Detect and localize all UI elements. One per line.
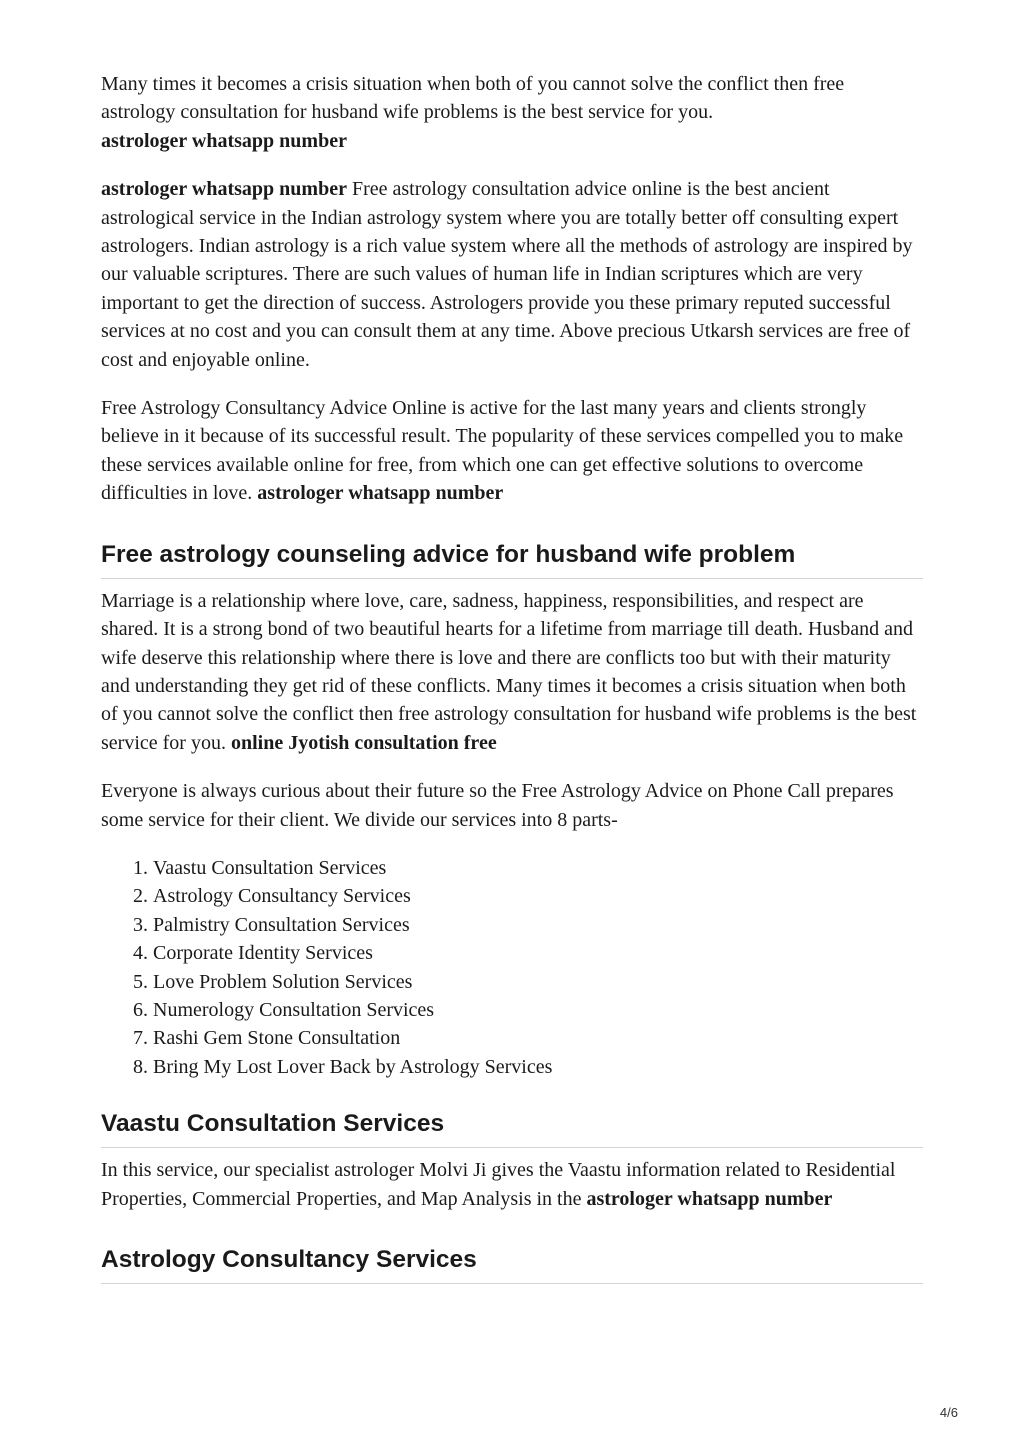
consultancy-bold: astrologer whatsapp number — [257, 482, 504, 505]
intro-paragraph — [101, 70, 923, 155]
consultation-paragraph — [101, 175, 923, 374]
services-intro-paragraph — [101, 777, 923, 834]
consultancy-text: Free Astrology Consultancy Advice Online is active for the last many years and clients strongly believe in it because of its successful result. The popularity of these services compelled you to make these services available online for free, from which one can get effective solutions to overcome difficulties in love. — [101, 397, 904, 505]
list-item: 3. Palmistry Consultation Services — [153, 911, 923, 939]
list-item: 8. Bring My Lost Lover Back by Astrology Services — [153, 1053, 923, 1081]
section-heading-vaastu: Vaastu Consultation Services — [101, 1109, 923, 1148]
page-number: 4/6 — [939, 1405, 958, 1420]
consultation-text: Free astrology consultation advice online is the best ancient astrological service in the Indian astrology system where you are totally better off consulting expert astrologers. Indian astrology is a rich value system where all the methods of astrology are inspired by our valuable scriptures. There are such values of human life in Indian scriptures which are very important to get the direction of success. Astrologers provide you these primary reputed successful services at no cost and you can consult them at any time. Above precious Utkarsh services are free of cost and enjoyable online. — [101, 178, 913, 371]
consultancy-paragraph — [101, 394, 923, 508]
section-heading-astrology-consultancy: Astrology Consultancy Services — [101, 1245, 923, 1284]
list-item: 1. Vaastu Consultation Services — [153, 854, 923, 882]
list-item: 4. Corporate Identity Services — [153, 939, 923, 967]
intro-bold-link: astrologer whatsapp number — [101, 129, 347, 152]
services-intro-text: Everyone is always curious about their future so the Free Astrology Advice on Phone Call prepares some service for their client. We divide our services into 8 parts- — [101, 780, 894, 831]
vaastu-paragraph — [101, 1156, 923, 1213]
vaastu-bold: astrologer whatsapp number — [586, 1187, 833, 1210]
marriage-text: Marriage is a relationship where love, care, sadness, happiness, responsibilities, and respect are shared. It is a strong bond of two beautiful hearts for a lifetime from marriage till death. Husband and wife deserve this relationship where there is love and there are conflicts too but with their maturity and understanding they get rid of these conflicts. Many times it becomes a crisis situation when both of you cannot solve the conflict then free astrology consultation for husband wife problems is the best service for you. — [101, 589, 917, 754]
services-list — [101, 854, 923, 1081]
vaastu-text: In this service, our specialist astrologer Molvi Ji gives the Vaastu information related to Residential Properties, Commercial Properties, and Map Analysis in the — [101, 1159, 896, 1210]
document-page — [101, 70, 923, 1292]
list-item: 6. Numerology Consultation Services — [153, 996, 923, 1024]
section-heading-husband-wife: Free astrology counseling advice for husband wife problem — [101, 540, 923, 579]
consultation-bold: astrologer whatsapp number — [101, 178, 347, 201]
intro-text: Many times it becomes a crisis situation when both of you cannot solve the conflict then free astrology consultation for husband wife problems is the best service for you. — [101, 73, 845, 124]
marriage-paragraph — [101, 587, 923, 757]
list-item: 7. Rashi Gem Stone Consultation — [153, 1024, 923, 1052]
list-item: 5. Love Problem Solution Services — [153, 968, 923, 996]
marriage-bold: online Jyotish consultation free — [230, 731, 497, 754]
list-item: 2. Astrology Consultancy Services — [153, 882, 923, 910]
